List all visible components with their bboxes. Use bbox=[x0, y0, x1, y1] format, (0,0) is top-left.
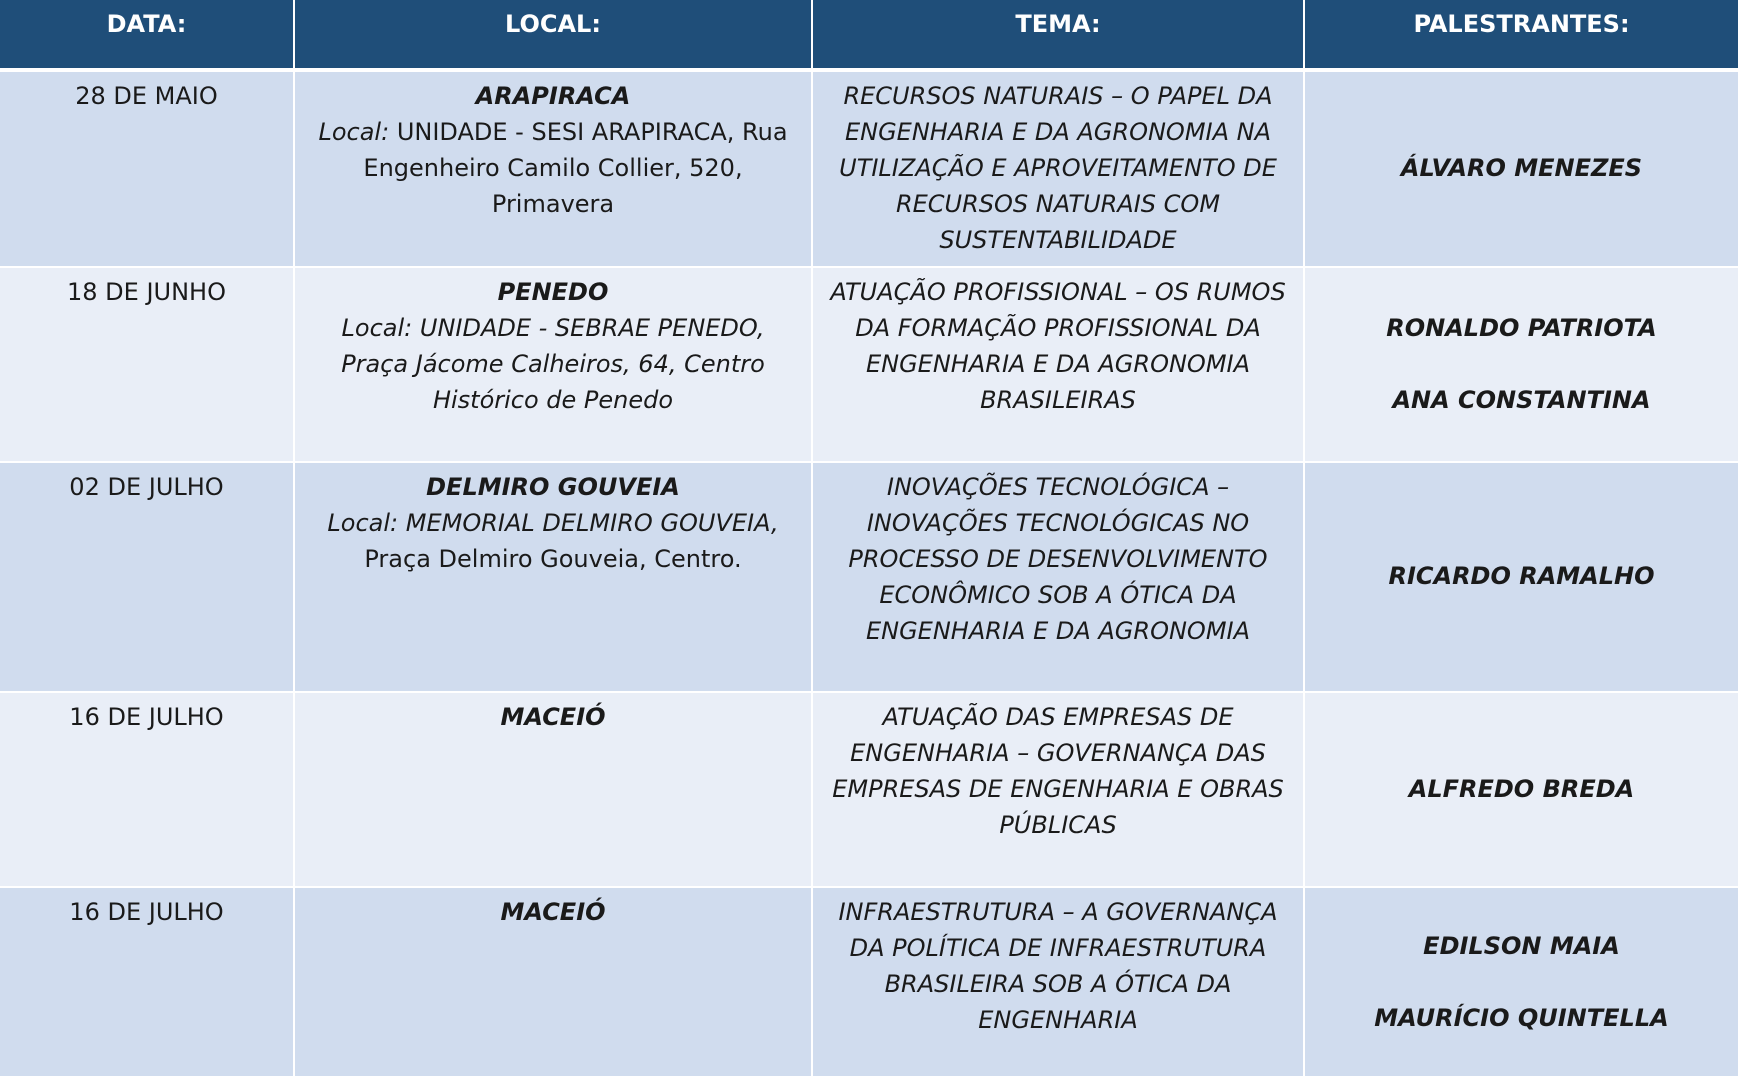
table-row bbox=[0, 887, 1738, 1076]
local-cell bbox=[294, 462, 812, 692]
city-name: ARAPIRACA bbox=[475, 82, 631, 110]
city-name: MACEIÓ bbox=[500, 898, 606, 926]
date-cell: 28 DE MAIO bbox=[0, 70, 294, 267]
local-cell bbox=[294, 70, 812, 267]
speaker-name: ALFREDO BREDA bbox=[1408, 774, 1635, 803]
local-address: Praça Delmiro Gouveia, Centro. bbox=[364, 545, 742, 573]
speakers-cell bbox=[1304, 267, 1738, 462]
local-cell bbox=[294, 692, 812, 887]
city-name: DELMIRO GOUVEIA bbox=[426, 473, 680, 501]
speakers-cell bbox=[1304, 70, 1738, 267]
tema-cell: INOVAÇÕES TECNOLÓGICA – INOVAÇÕES TECNOLÓGICAS NO PROCESSO DE DESENVOLVIMENTO ECONÔMICO SOB A ÓTICA DA ENGENHARIA E DA AGRONOMIA bbox=[812, 462, 1304, 692]
tema-cell: RECURSOS NATURAIS – O PAPEL DA ENGENHARIA E DA AGRONOMIA NA UTILIZAÇÃO E APROVEITAMENTO DE RECURSOS NATURAIS COM SUSTENTABILIDADE bbox=[812, 70, 1304, 267]
speaker-name: EDILSON MAIA bbox=[1423, 931, 1620, 960]
speakers-cell bbox=[1304, 692, 1738, 887]
table-row bbox=[0, 267, 1738, 462]
header-local: LOCAL: bbox=[294, 0, 812, 70]
speaker-name: ANA CONSTANTINA bbox=[1392, 385, 1651, 414]
speaker-name: MAURÍCIO QUINTELLA bbox=[1374, 1003, 1669, 1032]
table-header bbox=[0, 0, 1738, 70]
speaker-name: ÁLVARO MENEZES bbox=[1400, 154, 1643, 182]
date-cell: 18 DE JUNHO bbox=[0, 267, 294, 462]
table-row bbox=[0, 692, 1738, 887]
table-row bbox=[0, 70, 1738, 267]
local-label: Local: bbox=[318, 118, 390, 146]
tema-cell: ATUAÇÃO PROFISSIONAL – OS RUMOS DA FORMAÇÃO PROFISSIONAL DA ENGENHARIA E DA AGRONOMIA BRASILEIRAS bbox=[812, 267, 1304, 462]
table-row bbox=[0, 462, 1738, 692]
speakers-cell bbox=[1304, 887, 1738, 1076]
local-cell bbox=[294, 887, 812, 1076]
local-address: Local: UNIDADE - SEBRAE PENEDO, Praça Jácome Calheiros, 64, Centro Histórico de Penedo bbox=[341, 314, 765, 414]
header-speakers: PALESTRANTES: bbox=[1304, 0, 1738, 70]
date-cell: 02 DE JULHO bbox=[0, 462, 294, 692]
speaker-name: RICARDO RAMALHO bbox=[1388, 562, 1655, 590]
tema-cell: ATUAÇÃO DAS EMPRESAS DE ENGENHARIA – GOVERNANÇA DAS EMPRESAS DE ENGENHARIA E OBRAS PÚBLICAS bbox=[812, 692, 1304, 887]
header-row bbox=[0, 0, 1738, 70]
local-cell bbox=[294, 267, 812, 462]
table-body bbox=[0, 70, 1738, 1076]
speakers-cell bbox=[1304, 462, 1738, 692]
date-cell: 16 DE JULHO bbox=[0, 887, 294, 1076]
speaker-name: RONALDO PATRIOTA bbox=[1386, 313, 1657, 342]
city-name: MACEIÓ bbox=[500, 703, 606, 731]
tema-cell: INFRAESTRUTURA – A GOVERNANÇA DA POLÍTICA DE INFRAESTRUTURA BRASILEIRA SOB A ÓTICA DA ENGENHARIA bbox=[812, 887, 1304, 1076]
local-label: Local: MEMORIAL DELMIRO GOUVEIA, bbox=[327, 509, 779, 537]
local-address: UNIDADE - SESI ARAPIRACA, Rua Engenheiro Camilo Collier, 520, Primavera bbox=[363, 118, 788, 218]
header-date: DATA: bbox=[0, 0, 294, 70]
header-tema: TEMA: bbox=[812, 0, 1304, 70]
date-cell: 16 DE JULHO bbox=[0, 692, 294, 887]
city-name: PENEDO bbox=[497, 278, 609, 306]
